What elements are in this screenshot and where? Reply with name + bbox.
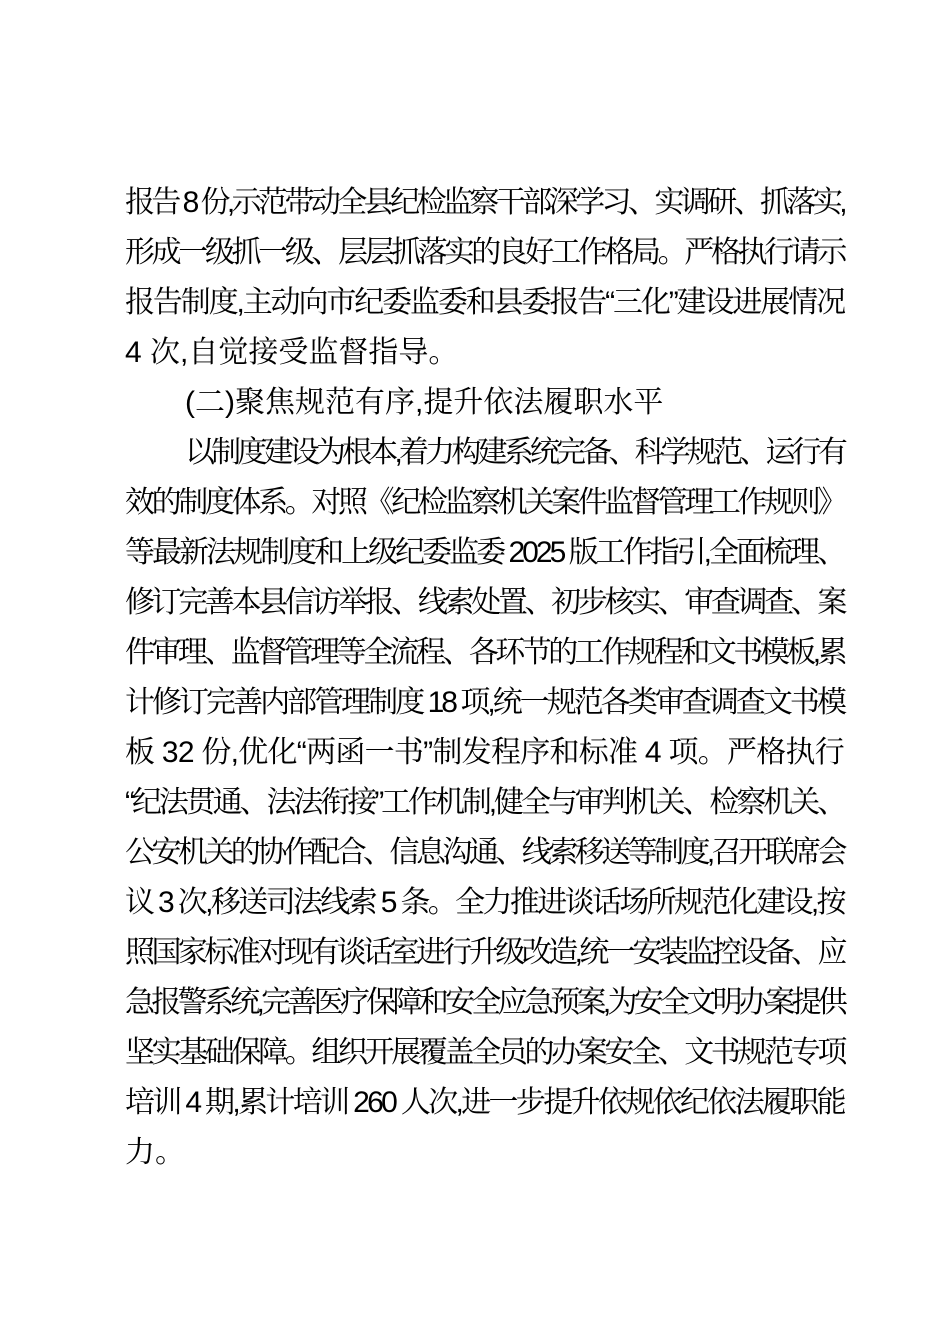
text-line — [125, 978, 844, 1028]
text-line-content: 等最新法规制度和上级纪委监委 2025 版工作指引,全面梳理、 — [125, 536, 845, 569]
text-line — [125, 628, 844, 678]
text-line-content: 件审理、监督管理等全流程、各环节的工作规程和文书模板,累 — [125, 636, 844, 669]
text-line-content: 急报警系统,完善医疗保障和安全应急预案,为安全文明办案提供 — [125, 986, 845, 1019]
text-line — [125, 528, 844, 578]
text-line — [125, 728, 844, 778]
text-line — [125, 178, 844, 228]
document-body — [125, 178, 844, 1178]
text-line — [125, 778, 844, 828]
text-line-content: “纪法贯通、法法衔接”工作机制,健全与审判机关、检察机关、 — [125, 786, 844, 819]
text-line-content: 修订完善本县信访举报、线索处置、初步核实、审查调查、案 — [125, 586, 845, 619]
text-line — [125, 378, 844, 428]
text-line — [125, 828, 844, 878]
text-line — [125, 1028, 844, 1078]
text-line-content: (二)聚焦规范有序,提升依法履职水平 — [185, 386, 664, 419]
text-line — [125, 878, 844, 928]
text-line-content: 议 3 次,移送司法线索 5 条。全力推进谈话场所规范化建设,按 — [125, 886, 844, 919]
text-line-content: 坚实基础保障。组织开展覆盖全员的办案安全、文书规范专项 — [125, 1036, 845, 1069]
text-line-content: 形成一级抓一级、层层抓落实的良好工作格局。严格执行请示 — [125, 236, 845, 269]
text-line-content: 以制度建设为根本,着力构建系统完备、科学规范、运行有 — [185, 436, 845, 469]
text-line — [125, 1078, 844, 1128]
text-line — [125, 428, 844, 478]
text-line-content: 报告制度,主动向市纪委监委和县委报告“三化”建设进展情况 — [125, 286, 844, 319]
text-line — [125, 578, 844, 628]
text-line — [125, 278, 844, 328]
text-line — [125, 678, 844, 728]
text-line-content: 培训 4 期,累计培训 260 人次,进一步提升依规依纪依法履职能 — [125, 1086, 844, 1119]
text-line — [125, 1128, 844, 1178]
text-line-content: 力。 — [125, 1136, 185, 1169]
text-line — [125, 478, 844, 528]
text-line-content: 4 次,自觉接受监督指导。 — [125, 336, 459, 369]
text-line-content: 效的制度体系。对照《纪检监察机关案件监督管理工作规则》 — [125, 486, 845, 519]
text-line-content: 板 32 份,优化“两函一书”制发程序和标准 4 项。严格执行 — [125, 736, 845, 769]
text-line-content: 报告 8 份,示范带动全县纪检监察干部深学习、实调研、抓落实, — [125, 186, 845, 219]
text-line-content: 公安机关的协作配合、信息沟通、线索移送等制度,召开联席会 — [125, 836, 844, 869]
text-line-content: 照国家标准对现有谈话室进行升级改造,统一安装监控设备、应 — [125, 936, 844, 969]
text-line — [125, 328, 844, 378]
text-line — [125, 228, 844, 278]
text-line — [125, 928, 844, 978]
text-line-content: 计修订完善内部管理制度 18 项,统一规范各类审查调查文书模 — [125, 686, 844, 719]
